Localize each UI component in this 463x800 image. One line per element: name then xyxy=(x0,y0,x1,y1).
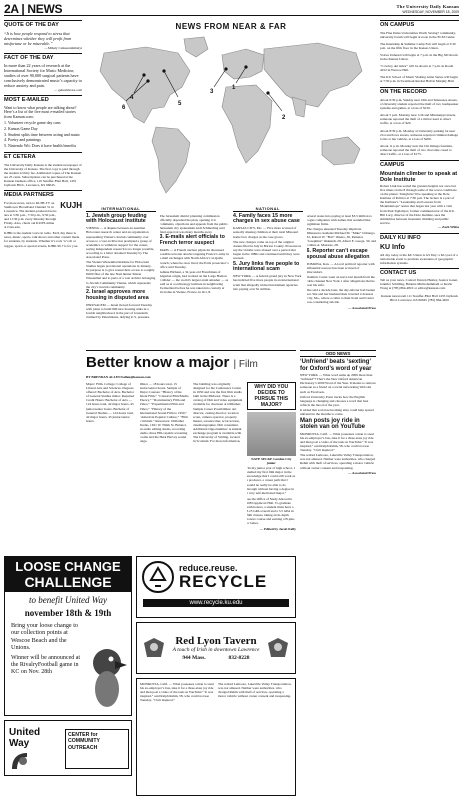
on-campus-heading: ON CAMPUS xyxy=(380,20,459,29)
feature-column: Minor — 18 hours total, 15 junior/senior hours. Sample of Major Courses: “History of the Silent Film,” “Classical Film/Media Theory,” “Documentary Film and Video,” “Experimental Film and Video,” “History of the International Sound Film to 1950,” “American Popular Culture,” “Film Criticism.” Resources: Oldfather Studio, 1621 W. Ninth St. Balance an audio editing studio, recording studio, three HD-capable screening rooms and the Herk Harvey sound stage. xyxy=(139,382,189,444)
ad-benefit: to benefit United Way xyxy=(29,595,107,605)
right-sidebar xyxy=(380,20,459,796)
international-column xyxy=(86,206,156,348)
most-emailed-intro: Want to know what people are talking about? Here’s a list of the five most e-mailed stories from Kansan.com: xyxy=(4,104,77,120)
national-label: NATIONAL xyxy=(233,206,303,212)
feature-column-end: see the Office of Study Abroad in 108 Lippincott Hall. To graduate with honors, a student must have a 3.25 GPA overall and a 3.5 GPA in film classes, taking an in-depth honors course and earning a B-plus or better. xyxy=(246,496,295,526)
et-cetera-text: The University Daily Kansan is the student newspaper of the University of Kansas. The first copy is paid through the student activity fee. Additional copies of The Kansan are 25 cents. Subscriptions can be purchased at the Kansan business office, 119 Stauffer-Flint Hall, 1435 Jayhawk Blvd., Lawrence, KS 66045. xyxy=(4,162,82,188)
recycle-word: RECYCLE xyxy=(179,572,268,591)
headline-6: 6. Reporter can’t escape spousal abuse allegation xyxy=(306,247,370,260)
brief-5-text-cont: several states into paying at least $3.5 million to bogus companies with names that sounded like legitimate firms. xyxy=(306,213,372,226)
record-item: About 11 p.m. Monday near the Chi Omega fountain, someone reported the theft of two chocolate cased to direct traffic, at a loss of $175. xyxy=(380,143,453,156)
lyon-subtitle: A touch of Irish in downtown Lawrence xyxy=(172,647,260,653)
brief-2-text: JERUSALEM — Israel moved forward Tuesday with plans to build 900 new housing units in a Jewish neighborhood in the part of Jerusalem claimed by Palestinians, defying U.S. pressure. xyxy=(86,303,153,320)
international-label: INTERNATIONAL xyxy=(86,206,156,212)
brief-4-text: KANSAS CITY, Mo. — Five more accused of sexually abusing children at their rural Missouri home face charges as the case grows. xyxy=(233,226,299,239)
contact-heading: CONTACT US xyxy=(380,268,459,277)
paper-date: WEDNESDAY, NOVEMBER 18, 2009 xyxy=(402,10,459,14)
brief-4-text-cont: The new charges come on top of the original dozens filed in July in Barton County. Prosecutors say the victims were abused over a period that began in the 1980s and continued until they were rescued. xyxy=(233,239,302,260)
brief-2-text-cont: The Jerusalem district planning commission officially deposited the plan, opening it to comments, objections and appeals from the public. Jerusalem city spokesman Gidi Schmerling said final approval was many months away. xyxy=(159,213,229,234)
headline-1: 1. Jewish group feuding with Holocaust institute xyxy=(86,212,147,225)
ku-info-text: All day today at the KU Union is GS Day: a KU part of a nationwide event to promote awareness of geographic information systems. xyxy=(380,252,458,265)
ku-info-logo xyxy=(380,244,459,251)
continued-text: MONROVIA, Calif. — What possesses a man to steal his ex-employer’s bus, take it for a three-state joy ride and then post a video of the task on YouTube? “It was inspired,” said Ralph Rehm, 58, who could not use Tuesday. “I felt inspired.” xyxy=(140,682,214,703)
red-lyon-tavern-ad[interactable] xyxy=(136,622,296,674)
loose-change-ad[interactable] xyxy=(4,556,132,716)
et-cetera-heading: ET CETERA xyxy=(4,152,82,161)
feature-column: The building was originally designed for the Conference Center in 1950 and was the first film studio built in the Midwest. There is a catalog of film and video equipment available for checkout at Oldfather. Sample Career Possibilities: Art director, casting director, location scout, camera operator, property master, screenwriter, actor/actress, cinematographer, film consultant. Additional Opportunities: A student exchange program is available with The University of Stirling, located in Scotland. For more information, xyxy=(193,382,243,444)
headline-5: 5. Jury links five people to international scam xyxy=(233,260,300,273)
quote-name: NATE SELKE Garden City junior xyxy=(251,457,292,466)
edited-by: — Edited by Jacob Kelly xyxy=(259,526,296,531)
odd-news-label: ODD NEWS xyxy=(300,351,376,357)
ad-winner: Winner will be announced at the RivalryFootball game in KC on Nov. 28th xyxy=(11,654,81,675)
campus-credit: — Zach White xyxy=(437,224,459,229)
campus-headline: Mountain climber to speak at Dole Institute xyxy=(380,170,458,183)
lion-crest-icon xyxy=(143,637,165,659)
recycle-icon xyxy=(141,560,175,594)
record-item: About 5 p.m. Monday near 11th and Mississippi streets, someone reported the theft of a mirror used to direct traffic, at a loss of $20. xyxy=(380,113,456,126)
brief-6-text-cont2: She said a decade later, the day-laborer had beaten her. She and her husband then traveled to Kansas City, Mo., where a caller to their hotel said Carter was considering suicide. xyxy=(306,288,375,305)
news-map xyxy=(86,20,376,204)
ad-body: Bring your loose change to our collection points at Wescoe Beach and the Unions. xyxy=(11,622,79,652)
ad-dates: november 18th & 19th xyxy=(24,608,112,618)
map-title: NEWS FROM NEAR & FAR xyxy=(175,22,287,31)
feature-kicker: | Film xyxy=(233,359,258,370)
most-emailed-item[interactable]: 3. Student splits time between acting and music xyxy=(4,131,81,137)
odd-text-1: NEW YORK — What word sums up 2009 more than “unfriend”? That’s the New Oxford American Dictionary’s 2009 Word of the Year. It means to remove someone as a friend on a social networking Web site such as Facebook. xyxy=(300,373,376,394)
quote-of-day-heading: QUOTE OF THE DAY xyxy=(4,20,82,29)
quote-text: “It is how people respond to stress that determines whether they will profit from misfortune or be miserable.” xyxy=(4,30,72,46)
svg-text:4: 4 xyxy=(130,95,134,101)
ap-credit: — Associated Press xyxy=(347,305,376,310)
feature-article xyxy=(86,350,296,554)
contact-text: Tell us your news. Contact Darren Huxley, Jessica Ganet, Jennifer Schilling, Brianna Mirmohammadi or Kevin Wong at (785) 864-4810 or editor@kansan.com. xyxy=(380,278,458,291)
national-column-2 xyxy=(307,206,377,348)
bottom-center-panel xyxy=(136,678,296,796)
most-emailed-item[interactable]: 4. Poetry and paintings xyxy=(4,137,41,143)
brief-3-text-cont: Adlene Hicheur, a 32-year-old Frenchman of Algerian origin, had worked on the Large Hadron Collider — the world’s largest atom smasher — as well as at a technology institute in neighboring Switzerland before he was taken into custody at his home in Vienne, France, in Oct. 8. xyxy=(159,269,229,295)
newsroom-address: Kansan newsroom 111 Stauffer-Flint Hall 1435 Jayhawk Blvd. Lawrence, KS 66045 (785) 864-4810 xyxy=(380,293,459,302)
most-emailed-item[interactable]: 1. Volunteer recycle game day cans xyxy=(4,120,61,126)
feature-columns xyxy=(86,382,296,552)
record-item: About 8:30 p.m. Monday at University parking lot near 21st and Iowa streets, someone reported criminal damage to his or her vehicle, at a loss of $200. xyxy=(380,128,458,141)
brief-5-text-cont2: The charges unsealed Tuesday implicate Minnesota residents Michael M. “Mike” Ochango, 32, Robert W. “Bob” Otieno, 30, Patience “Josephine” Onkundi, 29, Albert E. Gaoga, 30, and Collins A. Mazaras, 28. xyxy=(306,226,376,248)
odd-headline-2: Man posts joy ride in stolen van on YouTube xyxy=(300,417,366,431)
world-map-graphic xyxy=(86,31,376,201)
svg-text:1: 1 xyxy=(232,85,236,91)
record-item: About 6:30 p.m. Sunday near 16th and Tennessee streets, a University student reported the theft of two loudspeaker systems and games, at a loss of $150. xyxy=(380,97,459,111)
lyon-phone: 832-8228 xyxy=(228,655,250,661)
odd-text-2: MONROVIA, Calif. — What possesses a man to steal his ex-employer’s bus, take it for a three-state joy ride and then post a video of the task on YouTube? “It was inspired,” said Ralph Rehm, 58, who could not use Tuesday. “I felt inspired.” xyxy=(300,431,374,453)
jayhawk-mascot-icon xyxy=(87,641,127,711)
kujh-logo: KUJH xyxy=(60,200,82,210)
most-emailed-item[interactable]: 5. Nintendo Wii: Does it have health benefits xyxy=(4,143,77,149)
lyon-title: Red Lyon Tavern xyxy=(175,635,257,647)
headline-3: 3. E-mails alert officials to French terror suspect xyxy=(159,234,225,247)
fact-source: — gehealthcare.com xyxy=(53,88,82,93)
campus-item: The KU School of Music Visiting Artist Series will begin at 7:30 p.m. in Swarthout Recital Hall in Murphy Hall. xyxy=(380,75,458,84)
recycle-tagline: reduce.reuse. xyxy=(179,563,238,573)
portrait-photo xyxy=(247,412,297,456)
brief-1-text: VIENNA — A dispute between an Austrian Holocaust research center and an organization representing Vienna’s Jewish community over access to a vast archive has prompted a group of academics to withdraw support for the center, saying independent research is no longer possible, according to a letter obtained Tuesday by The Associated Press. xyxy=(86,226,155,259)
svg-text:2: 2 xyxy=(282,115,286,121)
svg-text:5: 5 xyxy=(178,101,182,107)
media-partners-text: For more news, turn to KUJH-TV on Sunflower Broadband Channel 31 in Lawrence. The student-produced news airs at 5:30 p.m., 7:30 p.m., 9:30 p.m., and 11:30 p.m. every Monday through Friday. Also, check out KUJH online at tv.ku.edu. xyxy=(4,200,57,230)
headline-2: 2. Israel approves more housing in disputed area xyxy=(86,289,149,302)
odd-headline-1: ‘Unfriend’ beats ‘sexting’ for Oxford’s word of year xyxy=(300,359,372,372)
ad-headline-1: LOOSE CHANGE xyxy=(5,557,131,574)
fact-of-day-heading: FACT OF THE DAY xyxy=(4,53,82,62)
odd-text-1c: It added that social networking sites could help spread unfriend in the months to come. xyxy=(300,407,374,417)
campus-story: Robert Link has scaled the greatest heights not once but five times on the 8 through some of the worst conditions on the planet. Tonight he’ll be speaking at the Dole Institute of Politics at 7:30 p.m. The lecture is a part of the Institute’s “Leadership and Lessons from Mountaintops” series that began last year with a visit from Paul Tajdaliyev, former communicator of the KU. Bill Lacy, director of the Dole Institute, sees the similarities between mountain climbing and public service. xyxy=(380,183,457,225)
recycle-site[interactable]: www.recycle.ku.edu xyxy=(143,599,289,607)
united-way-logo xyxy=(9,727,59,771)
brief-6-text: POMONA, Kan. — A local political reporter with influential sources has been accused of misconduct. xyxy=(306,261,375,274)
page-header xyxy=(4,4,459,16)
recycle-ad[interactable] xyxy=(136,556,296,618)
quote-author: —Mihaly Csikszentmihalyi xyxy=(44,45,82,50)
odd-text-1b: Oxford University Press tracks how the English language is changing and chooses a word that best reflects the mood of the year. xyxy=(300,394,369,407)
odd-text-2b: The retired Lemoore, Lakeville Valley Transportation, was not amused. Neither were authorities, who charged Rehm with theft of services, operating a motor vehicle without owner consent and trespassing. xyxy=(300,453,376,470)
brief-3-text: PARIS — A French nuclear physicist discussed possible terrorist attacks targeting France’s army in e-mail exchanges with North Africa’s al-Qaida branch, where he once lived, the Paris prosecutor’s office said Tuesday. xyxy=(159,248,229,269)
brief-6-text-cont: Dominic Carter went on leave last month from the cable channel New York 1 after allegations that he beat his wife. xyxy=(306,274,375,288)
continued-text: The retired Lemoore, Lakeville Valley Transportation, was not amused. Neither were authorities, who charged Rehm with theft of services, operating a motor vehicle without owner consent and trespassing. xyxy=(218,682,292,699)
feature-title xyxy=(86,354,296,373)
ku-info-logo-text: KU Info xyxy=(380,243,405,251)
center-outreach-text: CENTER for COMMUNITY OUTREACH xyxy=(68,732,100,751)
kjhk-text: KJHK is the student voice in radio. Each day there is news, music, sports, talk shows and other content made for students, by students. Whether it’s rock ’n’ roll or reggae, sports or special events, KJHK 90.7 is for you. xyxy=(4,231,80,248)
center-outreach-logo xyxy=(65,729,129,769)
campus-item: The Fine Dales Universities Worth Saving? community-university forum will begin at noon in the ECM Center. xyxy=(380,30,457,39)
united-way-text: United Way xyxy=(9,727,41,749)
feature-column: Major: Film. College: College of Liberal Arts and Sciences. Degrees offered: Bachelor of Arts, Bachelor of General Studies minor. Required Credit Hours: Bachelor of Arts — 124 hours total, 42 major hours, 45 junior/senior hours. Bachelor of General Studies — 124 hours total, 42 major hours, 45 junior/senior hours. xyxy=(86,382,135,423)
united-way-ad[interactable] xyxy=(4,720,132,776)
fact-text: In more than 22 years of research at the International Society for Music Medicine, studies of over 90,000 surgical patients have conclusively demonstrated music’s capacity to reduce anxiety and pain. xyxy=(4,63,82,89)
feature-title-text: Better know a major xyxy=(86,354,230,371)
feature-sidebar xyxy=(247,382,297,552)
campus-item: “Cowboy del Amor” will be shown at 7 p.m. in Room 4012 in Wescoe Hall. xyxy=(380,64,454,73)
ad-headline-2: CHALLENGE xyxy=(5,574,131,592)
campus-item: The Internship & Summer Camp Fair will begin at 3:30 p.m. on the fifth floor in the Kansas Union. xyxy=(380,41,456,50)
most-emailed-heading: MOST E-MAILED xyxy=(4,95,82,104)
campus-heading: CAMPUS xyxy=(380,160,459,169)
odd-news-column xyxy=(300,350,376,754)
ku-info-heading: DAILY KU INFO xyxy=(380,233,459,242)
quote-body: “In my junior year of high school, I studied my first film major in the knowledge that I could still work as a producer, a career path that I would be really be able to do through without having a degree in a very self-motivated major.” xyxy=(246,466,296,495)
brief-5-text: NEW YORK — A federal grand jury in New York has indicted five more people in an international scam that allegedly tricked investment agencies into paying over $1 million. xyxy=(233,274,302,291)
brief-1-text-cont: The Vienna Wiesenthal Institute for Holocaust Studies began provisional operations in January. Its purpose is to give researchers access to roughly 8,000 files of the late Nazi hunter Simon Wiesenthal and to parts of a vast archive belonging to Jewish Community Vienna, which represents the city’s Jewish community. xyxy=(86,260,156,289)
media-partners-heading: MEDIA PARTNERS xyxy=(4,190,82,199)
hand-icon xyxy=(9,749,31,771)
news-briefs xyxy=(86,206,376,348)
lyon-address: 944 Mass. xyxy=(182,655,206,661)
paper-name: The University Daily Kansan xyxy=(396,4,459,9)
question-box: WHY DID YOU DECIDE TO PURSUE THIS MAJOR? xyxy=(247,382,297,410)
lion-crest-icon xyxy=(267,637,289,659)
campus-item: Voices Unheard will begin at 7 p.m. in the Big XII Room in the Kansas Union. xyxy=(380,52,458,61)
section-title: 2A | NEWS xyxy=(4,2,63,16)
on-the-record-heading: ON THE RECORD xyxy=(380,87,459,96)
national-column xyxy=(233,206,303,348)
svg-text:3: 3 xyxy=(210,89,214,95)
international-column-2 xyxy=(160,206,230,348)
svg-text:6: 6 xyxy=(122,105,126,111)
headline-4: 4. Family faces 15 more charges in sex abuse case xyxy=(233,212,300,225)
feature-byline: BY BRENDAN ALLEN ballen@kansan.com xyxy=(86,375,151,379)
most-emailed-item[interactable]: 2. Kansas Game Day xyxy=(4,125,38,131)
odd-credit: — Associated Press xyxy=(347,470,376,475)
